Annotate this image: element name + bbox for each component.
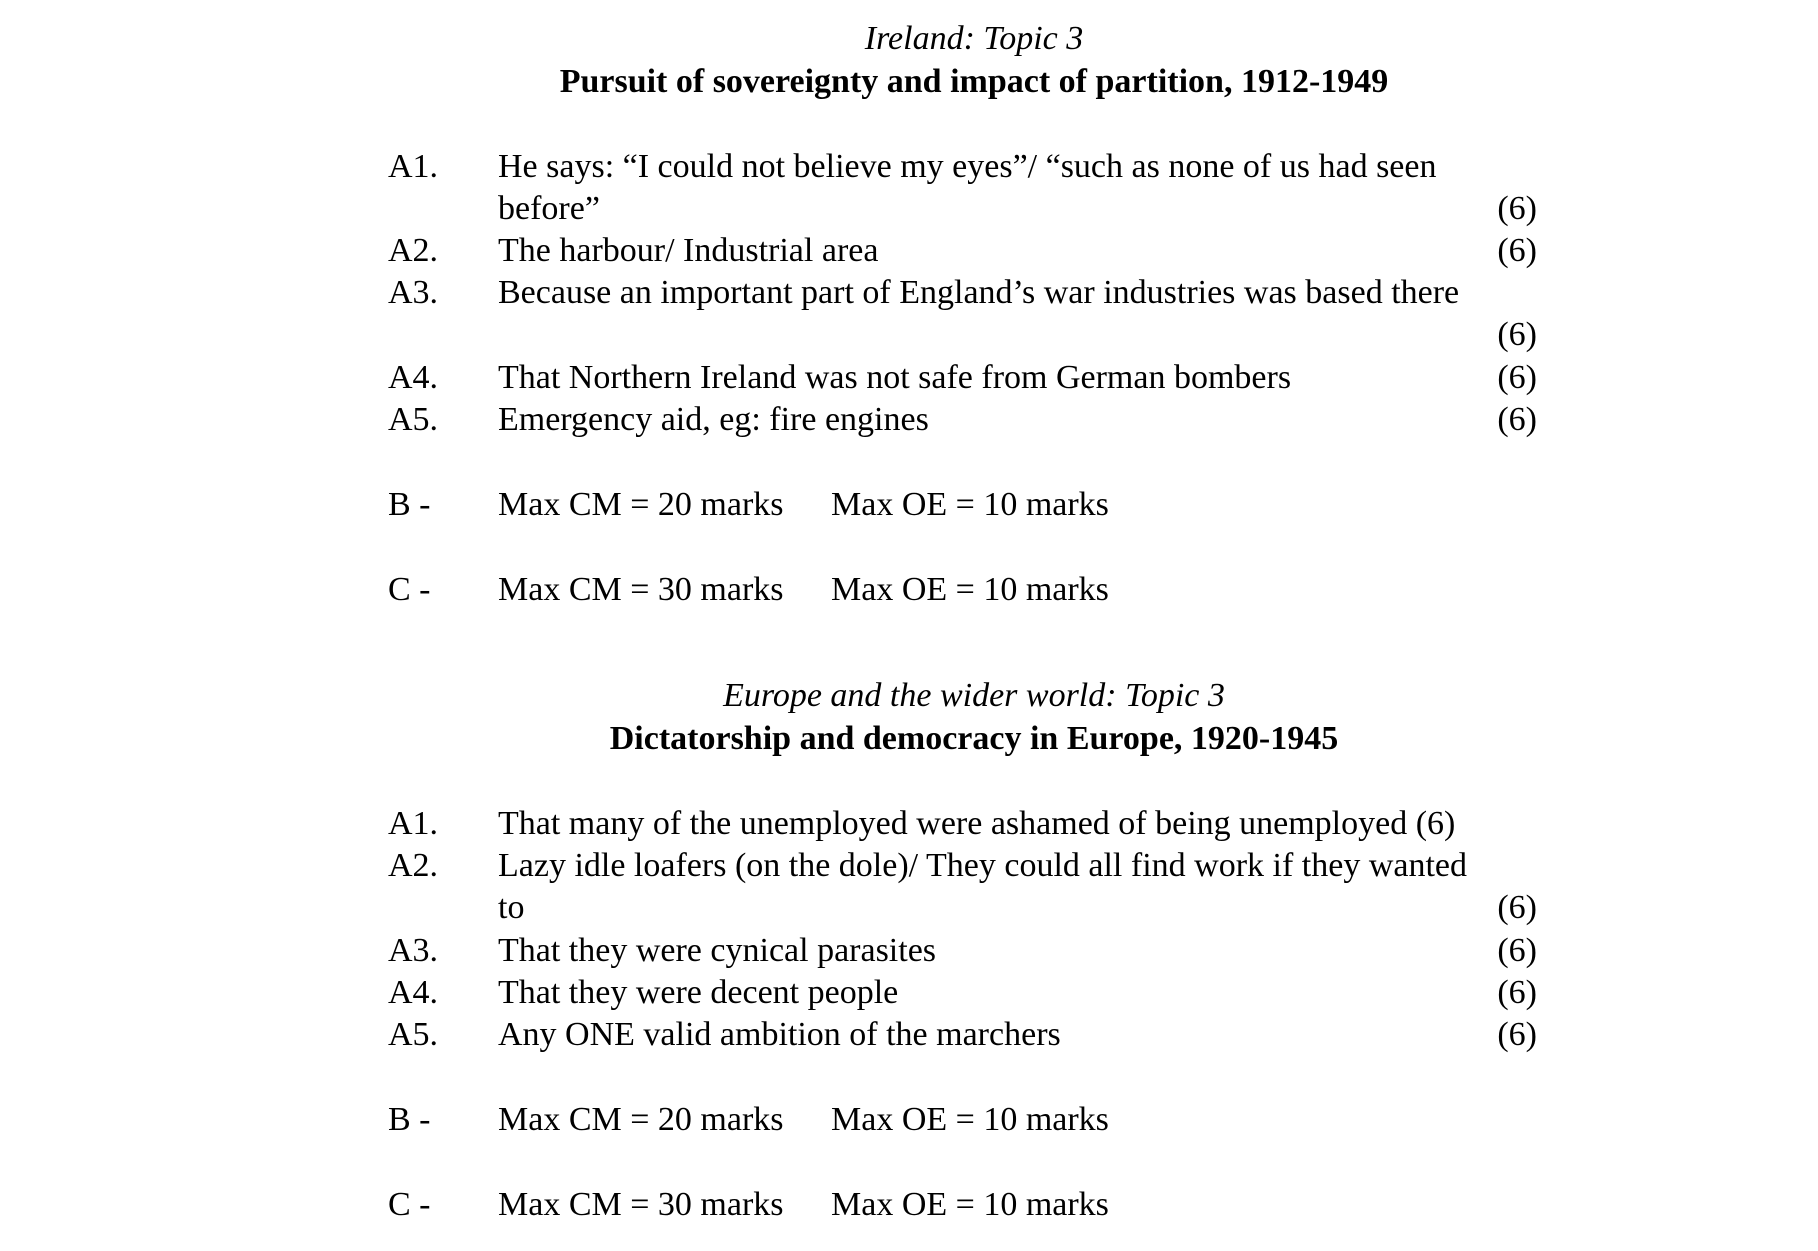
b-max-oe: Max OE = 10 marks: [831, 486, 1109, 523]
answer-label: A3.: [388, 274, 439, 311]
answer-text-cont: to: [498, 889, 525, 926]
answer-label: A3.: [388, 932, 439, 969]
section-2-topic: Europe and the wider world: Topic 3: [723, 677, 1225, 714]
answer-mark: (6): [1497, 889, 1537, 926]
b-label: B -: [388, 1101, 431, 1138]
answer-label: A2.: [388, 232, 439, 269]
answer-mark: (6): [1497, 232, 1537, 269]
c-max-cm: Max CM = 30 marks: [498, 571, 784, 608]
answer-text: Any ONE valid ambition of the marchers: [498, 1016, 1061, 1053]
answer-text: Because an important part of England’s war industries was based there: [498, 274, 1460, 311]
answer-text: Lazy idle loafers (on the dole)/ They could all find work if they wanted: [498, 847, 1467, 884]
c-max-cm: Max CM = 30 marks: [498, 1186, 784, 1223]
section-2-subtitle: Dictatorship and democracy in Europe, 1920-1945: [609, 720, 1339, 757]
c-max-oe: Max OE = 10 marks: [831, 571, 1109, 608]
answer-label: A2.: [388, 847, 439, 884]
answer-text-cont: before”: [498, 190, 600, 227]
answer-text: That they were cynical parasites: [498, 932, 937, 969]
answer-mark: (6): [1497, 190, 1537, 227]
answer-label: A4.: [388, 359, 439, 396]
answer-text: That many of the unemployed were ashamed of being unemployed (6): [498, 805, 1456, 842]
answer-label: A1.: [388, 148, 439, 185]
b-label: B -: [388, 486, 431, 523]
answer-mark: (6): [1497, 316, 1537, 353]
answer-mark: (6): [1497, 932, 1537, 969]
answer-text: He says: “I could not believe my eyes”/ “such as none of us had seen: [498, 148, 1437, 185]
answer-mark: (6): [1497, 974, 1537, 1011]
c-label: C -: [388, 1186, 431, 1223]
answer-label: A5.: [388, 1016, 439, 1053]
answer-mark: (6): [1497, 401, 1537, 438]
section-1-topic: Ireland: Topic 3: [864, 20, 1084, 57]
b-max-oe: Max OE = 10 marks: [831, 1101, 1109, 1138]
answer-label: A5.: [388, 401, 439, 438]
b-max-cm: Max CM = 20 marks: [498, 486, 784, 523]
c-label: C -: [388, 571, 431, 608]
section-1-subtitle: Pursuit of sovereignty and impact of partition, 1912-1949: [559, 63, 1389, 100]
b-max-cm: Max CM = 20 marks: [498, 1101, 784, 1138]
answer-text: That they were decent people: [498, 974, 899, 1011]
answer-label: A4.: [388, 974, 439, 1011]
answer-text: Emergency aid, eg: fire engines: [498, 401, 929, 438]
c-max-oe: Max OE = 10 marks: [831, 1186, 1109, 1223]
answer-label: A1.: [388, 805, 439, 842]
answer-mark: (6): [1497, 359, 1537, 396]
answer-text: The harbour/ Industrial area: [498, 232, 879, 269]
answer-text: That Northern Ireland was not safe from German bombers: [498, 359, 1292, 396]
answer-mark: (6): [1497, 1016, 1537, 1053]
